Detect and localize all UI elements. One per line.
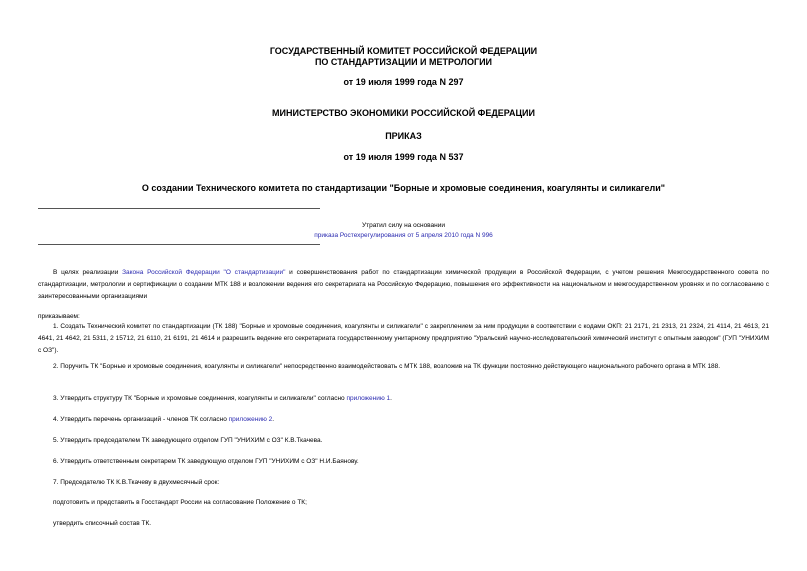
standardization-law-link[interactable]: Закона Российской Федерации "О стандартизации" <box>122 269 286 276</box>
intro-paragraph: В целях реализации Закона Российской Федерации "О стандартизации" и совершенствования работ по стандартизации химической продукции в Российской Федерации, с учетом решения Межгосударственного совета по стандартизации, метрологии и сертификации о создании МТК 188 и возложении ведения его секретариата на Российскую Федерацию, повышения его эффективности на национальном и межгосударственном уровнях и по согласованию с заинтересованными организациями <box>38 269 769 300</box>
order-item-4: 4. Утвердить перечень организаций - членов ТК согласно приложению 2. <box>53 416 275 423</box>
appendix-2-link[interactable]: приложению 2 <box>228 416 273 423</box>
order-item-5: 5. Утвердить председателем ТК заведующего отделом ГУП "УНИХИМ с ОЗ" К.В.Ткачева. <box>53 437 323 444</box>
order-item-7-sub-b: утвердить списочный состав ТК. <box>53 520 152 527</box>
appendix-1-link[interactable]: приложению 1 <box>346 395 391 402</box>
ministry-order-date: от 19 июля 1999 года N 537 <box>343 152 464 162</box>
status-note-text: Утратил силу на основании <box>361 222 446 229</box>
divider-bottom <box>38 244 320 245</box>
order-item-6: 6. Утвердить ответственным секретарем ТК заведующую отделом ГУП "УНИХИМ с ОЗ" Н.И.Баянову. <box>53 458 359 465</box>
order-item-7-sub-a: подготовить и представить в Госстандарт России на согласование Положение о ТК; <box>53 499 307 506</box>
status-note-line <box>0 231 807 240</box>
committee-name-line1: ГОСУДАРСТВЕННЫЙ КОМИТЕТ РОССИЙСКОЙ ФЕДЕРАЦИИ <box>269 46 538 56</box>
order-item-7: 7. Председателю ТК К.В.Ткачеву в двухмесячный срок: <box>53 479 220 486</box>
repeal-order-link[interactable]: приказа Ростехрегулирования от 5 апреля 2010 года N 996 <box>314 232 493 239</box>
committee-order-date: от 19 июля 1999 года N 297 <box>343 77 464 87</box>
order-item-2: 2. Поручить ТК "Борные и хромовые соединения, коагулянты и силикагели" непосредственно взаимодействовать с МТК 188, возложив на ТК функции постоянно действующего национального рабочего органа в МТК 188. <box>53 363 721 370</box>
order-word: приказываем: <box>38 313 80 320</box>
ministry-name: МИНИСТЕРСТВО ЭКОНОМИКИ РОССИЙСКОЙ ФЕДЕРАЦИИ <box>272 108 535 118</box>
committee-name-line2: ПО СТАНДАРТИЗАЦИИ И МЕТРОЛОГИИ <box>314 57 493 67</box>
document-title: О создании Технического комитета по стандартизации "Борные и хромовые соединения, коагулянты и силикагели" <box>141 183 666 193</box>
order-item-1: 1. Создать Технический комитет по стандартизации (ТК 188) "Борные и хромовые соединения, коагулянты и силикагели" с закреплением за ним продукции в соответствии с кодами ОКП: 21 2171, 21 2313, 21 2324, 21 4114, 21 4613, 21 4641, 21 4642, 21 5311, 2 15712, 21 6110, 21 6191, 21 4614 и разрешить ведение его секретариата государственному унитарному предприятию "Уральский научно-исследовательский химический институт с опытным заводом" (ГУП "УНИХИМ с ОЗ"). <box>38 323 769 354</box>
order-item-3: 3. Утвердить структуру ТК "Борные и хромовые соединения, коагулянты и силикагели" согласно приложению 1. <box>53 395 392 402</box>
divider-top <box>38 208 320 209</box>
document-type: ПРИКАЗ <box>385 131 422 141</box>
